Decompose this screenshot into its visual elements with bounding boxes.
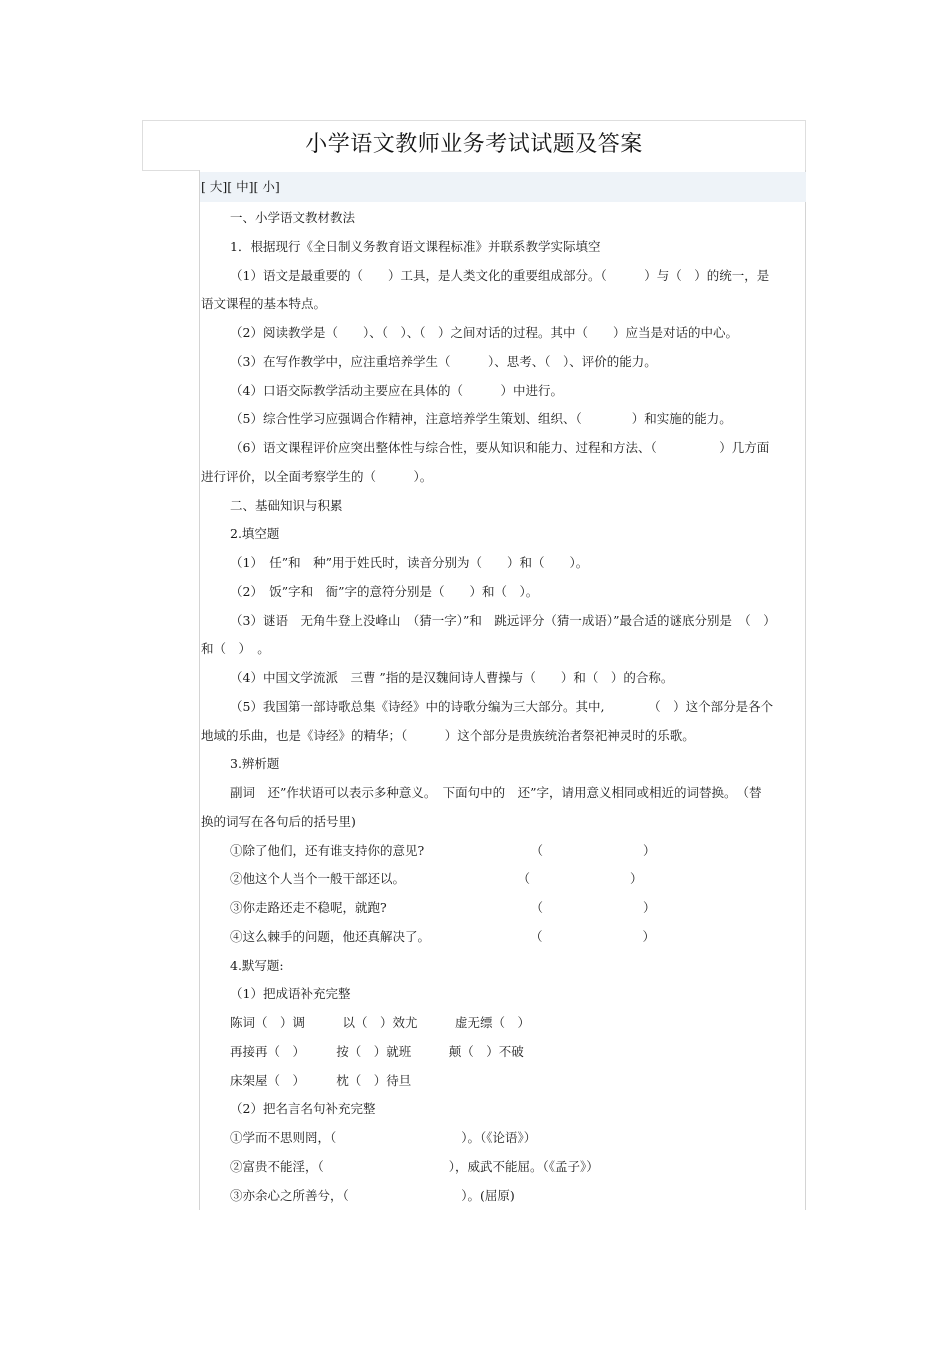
text-line: 和（ ） 。 [201, 641, 270, 657]
text-line: （1）把成语补充完整 [230, 986, 351, 1002]
text-line: （4）口语交际教学活动主要应在具体的（ ）中进行。 [230, 382, 563, 398]
text-line: （2） 饭”字和 衙”字的意符分别是（ ）和（ ）。 [230, 583, 539, 599]
text-line: 进行评价，以全面考察学生的（ ）。 [201, 468, 433, 484]
text-line: （1） 任”和 种”用于姓氏时，读音分别为（ ）和（ ）。 [230, 555, 589, 570]
text-line: 二、基础知识与积累 [230, 497, 343, 513]
text-line: （3）在写作教学中，应注重培养学生（ ）、思考、（ ）、评价的能力。 [230, 353, 657, 369]
font-size-toolbar [200, 172, 806, 202]
page-title: 小学语文教师业务考试试题及答案 [305, 132, 643, 157]
text-line: 3.辨析题 [230, 756, 280, 772]
text-line: ④这么棘手的问题，他还真解决了。 （ ） [230, 928, 656, 944]
text-line: （1）语文是最重要的（ ）工具，是人类文化的重要组成部分。（ ）与（ ）的统一，是 [230, 267, 770, 283]
text-line: ③你走路还走不稳呢，就跑? （ ） [230, 900, 656, 915]
text-line: 2.填空题 [230, 526, 280, 542]
text-line: 再接再（ ） 按（ ）就班 颠（ ）不破 [230, 1043, 524, 1059]
title-box [142, 120, 806, 170]
font-size-medium-link[interactable]: [ 中] [227, 179, 254, 194]
font-size-large-link[interactable]: [ 大] [201, 179, 228, 194]
text-line: 语文课程的基本特点。 [201, 296, 327, 312]
text-line: ②富贵不能淫，（ ），威武不能屈。（《孟子》） [230, 1158, 599, 1174]
text-line: （5）我国第一部诗歌总集《诗经》中的诗歌分编为三大部分。其中, （ ）这个部分是各个 [230, 698, 774, 714]
title-divider [142, 170, 200, 171]
text-line: ②他这个人当个一般干部还以。 （ ） [230, 871, 643, 887]
text-line: 一、小学语文教材教法 [230, 210, 356, 225]
text-line: （5）综合性学习应强调合作精神，注意培养学生策划、组织、（ ）和实施的能力。 [230, 411, 732, 427]
text-line: 床架屋（ ） 枕（ ）待旦 [230, 1072, 412, 1088]
text-line: （6）语文课程评价应突出整体性与综合性，要从知识和能力、过程和方法、（ ）几方面 [230, 440, 770, 455]
text-line: 换的词写在各句后的括号里) [201, 813, 356, 829]
text-line: （2）把名言名句补充完整 [230, 1101, 376, 1117]
text-line: （4）中国文学流派 三曹 ”指的是汉魏间诗人曹操与（ ）和（ ）的合称。 [230, 670, 674, 685]
text-line: 地域的乐曲，也是《诗经》的精华；（ ）这个部分是贵族统治者祭祀神灵时的乐歌。 [201, 727, 695, 743]
text-line: ①除了他们，还有谁支持你的意见? （ ） [230, 842, 656, 858]
text-line: ③亦余心之所善兮，（ ）。(屈原) [230, 1187, 515, 1203]
text-line: （3）谜语 无角牛登上没峰山 （猜一字）”和 跳远评分（猜一成语）”最合适的谜底分别是 （ ） [230, 612, 776, 628]
text-line: 1．根据现行《全日制义务教育语文课程标准》并联系教学实际填空 [230, 238, 601, 254]
text-line: 4.默写题: [230, 957, 284, 973]
text-line: 副词 还”作状语可以表示多种意义。 下面句中的 还”字，请用意义相同或相近的词替换。 （替 [230, 785, 762, 800]
text-line: ①学而不思则罔，（ ）。（《论语》） [230, 1130, 537, 1145]
text-line: （2）阅读教学是（ ）、（ ）、（ ）之间对话的过程。其中（ ）应当是对话的中心。 [230, 325, 738, 340]
text-line: 陈词（ ）调 以（ ）效尤 虚无缥（ ） [230, 1015, 531, 1030]
font-size-small-link[interactable]: [ 小] [253, 179, 280, 194]
